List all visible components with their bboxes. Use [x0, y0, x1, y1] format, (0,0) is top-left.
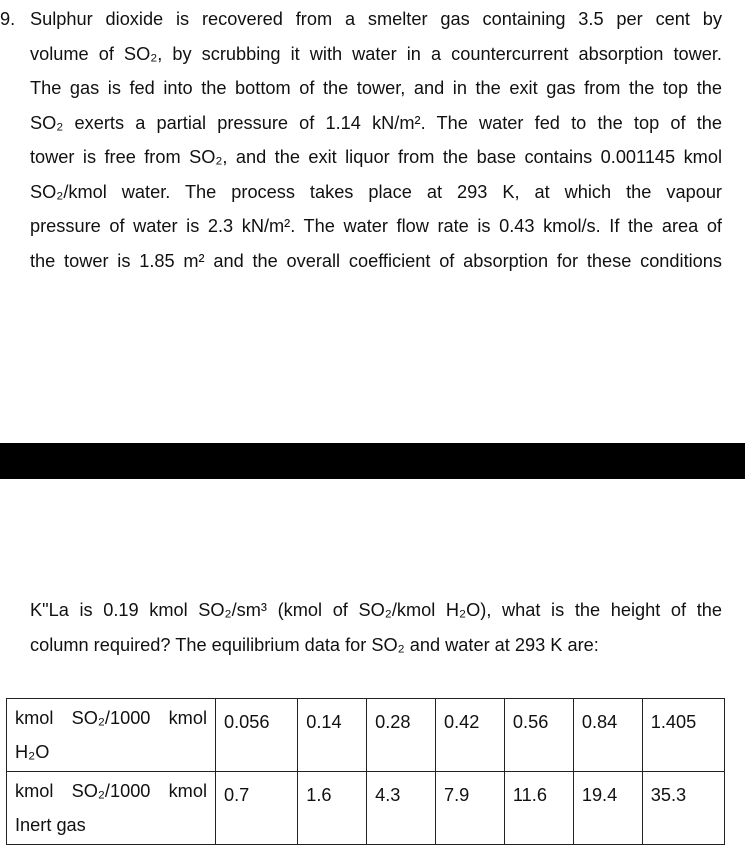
problem-number: 9.: [0, 9, 16, 29]
text-line: the tower is 1.85 m² and the overall coefficient of absorption for these conditions: [30, 250, 722, 271]
text-line: SO₂/kmol water. The process takes place at 293 K, at which the vapour: [30, 181, 722, 202]
text-line: K"La is 0.19 kmol SO₂/sm³ (kmol of SO₂/kmol H₂O), what is the height of the: [30, 600, 722, 620]
row-label: [7, 699, 216, 772]
table-cell: 19.4: [573, 772, 642, 845]
problem-paragraph-part1: [0, 2, 722, 278]
table-cell: 1.6: [298, 772, 367, 845]
table-cell: 0.056: [216, 699, 298, 772]
table-cell: 4.3: [367, 772, 436, 845]
table-cell: 35.3: [642, 772, 724, 845]
table-cell: 7.9: [436, 772, 505, 845]
row-label-line: H₂O: [15, 742, 50, 762]
text-line: tower is free from SO₂, and the exit liquor from the base contains 0.001145 kmol: [30, 147, 722, 167]
table-cell: 0.42: [436, 699, 505, 772]
table-cell: 0.14: [298, 699, 367, 772]
redaction-bar: [0, 443, 745, 479]
row-label-line: kmol SO₂/1000 kmol: [15, 708, 207, 728]
text-line: The gas is fed into the bottom of the tower, and in the exit gas from the top the: [30, 78, 722, 98]
equilibrium-table: [6, 698, 725, 845]
table-cell: 0.28: [367, 699, 436, 772]
text-line: Sulphur dioxide is recovered from a smelter gas containing 3.5 per cent by: [30, 9, 722, 29]
table-row: [7, 772, 725, 845]
text-line: SO₂ exerts a partial pressure of 1.14 kN/m². The water fed to the top of the: [30, 112, 722, 133]
text-line: volume of SO₂, by scrubbing it with water in a countercurrent absorption tower.: [30, 43, 722, 64]
table-cell: 1.405: [642, 699, 724, 772]
problem-paragraph-part2: [0, 593, 722, 662]
row-label-line: kmol SO₂/1000 kmol: [15, 781, 207, 801]
table-cell: 11.6: [504, 772, 573, 845]
row-label: [7, 772, 216, 845]
row-label-line: Inert gas: [15, 815, 86, 835]
text-line: column required? The equilibrium data for SO₂ and water at 293 K are:: [30, 634, 599, 655]
text-line: pressure of water is 2.3 kN/m². The water flow rate is 0.43 kmol/s. If the area of: [30, 216, 722, 236]
table-cell: 0.84: [573, 699, 642, 772]
table-row: [7, 699, 725, 772]
table-cell: 0.56: [504, 699, 573, 772]
table-cell: 0.7: [216, 772, 298, 845]
